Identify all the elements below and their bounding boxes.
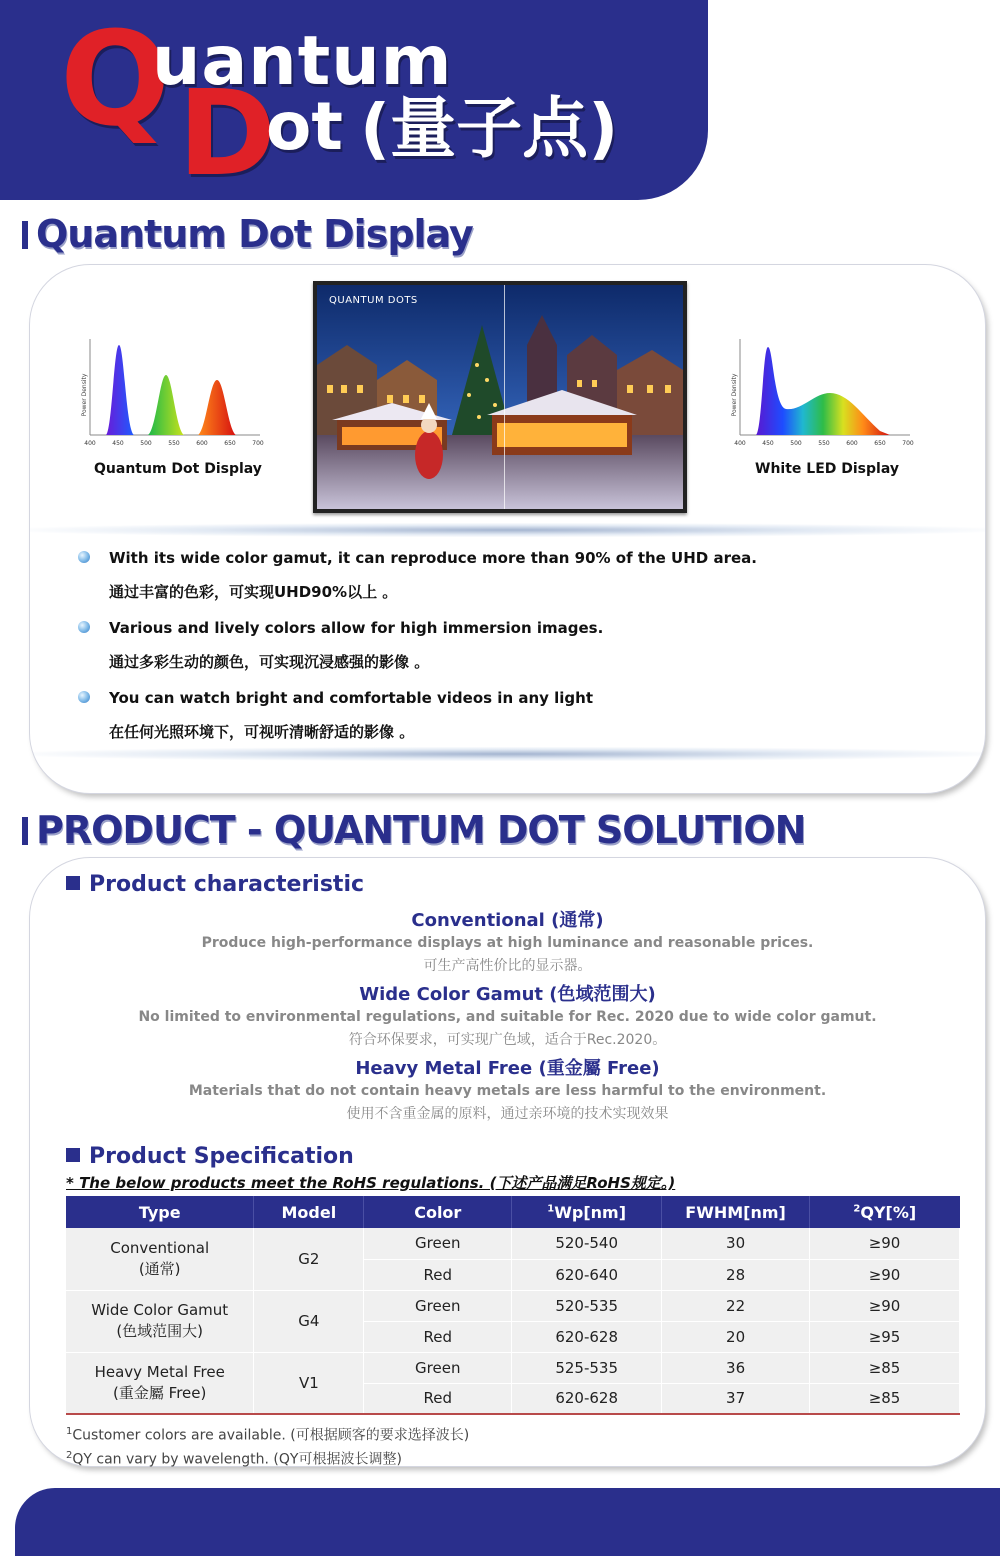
tick-label: 550 [818,440,830,447]
bullet-text-en: With its wide color gamut, it can reproduce more than 90% of the UHD area. [109,549,757,567]
feature-item [30,910,985,978]
footnote-marker: 1 [66,1426,73,1437]
table-row [66,1228,960,1259]
color-cell: Red [364,1383,512,1414]
column-header-color: Color [364,1196,512,1228]
logo-letter-d: D [178,64,276,200]
footnote [66,1446,469,1470]
type-cell [66,1228,254,1290]
type-cell [66,1352,254,1414]
fwhm-cell: 37 [662,1383,810,1414]
wp-cell: 525-535 [512,1352,662,1383]
fwhm-cell: 20 [662,1321,810,1352]
red-peak [198,380,236,435]
product-specification-heading [66,1144,354,1169]
footnote-marker: 1 [547,1203,555,1215]
section-title-product [22,808,805,852]
bullet-text-en: Various and lively colors allow for high immersion images. [109,619,604,637]
tick-label: 700 [902,440,914,447]
logo-word-uantum: uantum [152,22,453,101]
model-cell: G2 [254,1228,364,1290]
feature-bullets [78,548,938,758]
fwhm-cell: 30 [662,1228,810,1259]
product-characteristic-heading [66,872,364,897]
wp-cell: 620-628 [512,1321,662,1352]
model-cell: V1 [254,1352,364,1414]
bullet-item [78,548,938,602]
footnotes [66,1422,469,1469]
feature-desc-en: Materials that do not contain heavy metals are less harmful to the environment. [188,1083,827,1099]
feature-item [30,1058,985,1126]
wp-cell: 620-628 [512,1383,662,1414]
section-title-display [22,212,473,256]
type-cell [66,1290,254,1352]
table-row [66,1352,960,1383]
product-characteristic-heading-text: Product characteristic [89,872,365,897]
qy-cell: ≥95 [810,1321,960,1352]
wp-cell: 620-640 [512,1259,662,1290]
square-bullet-icon [66,1148,80,1162]
blue-peak [106,345,134,435]
feature-desc-zh: 使用不含重金属的原料，通过亲环境的技术实现效果 [346,1106,669,1122]
display-card [30,265,985,793]
header-banner [0,0,708,200]
tick-label: 450 [112,440,124,447]
column-header-wp [512,1196,662,1228]
tick-label: 500 [140,440,152,447]
tick-label: 450 [762,440,774,447]
footnote-marker: 2 [66,1449,73,1461]
column-header-qy [810,1196,960,1228]
tick-label: 550 [168,440,180,447]
table-header-row [66,1196,960,1228]
white-led-caption: White LED Display [755,461,899,477]
fwhm-cell: 22 [662,1290,810,1321]
column-header-wp-text: Wp[nm] [554,1202,627,1222]
bullet-dot-icon [78,621,90,633]
glow-divider [30,747,985,761]
rohs-note: * The below products meet the RoHS regulations. (下述产品满足RoHS规定。) [66,1174,676,1192]
color-cell: Green [364,1228,512,1259]
color-cell: Green [364,1352,512,1383]
bullet-item [78,618,938,672]
bullet-text-zh: 在任何光照环境下，可视听清晰舒适的影像 。 [109,723,415,741]
tick-label: 700 [252,440,264,447]
wp-cell: 520-540 [512,1228,662,1259]
feature-desc-zh: 可生产高性价比的显示器。 [423,958,592,974]
tick-label: 500 [790,440,802,447]
fwhm-cell: 36 [662,1352,810,1383]
bullet-text-zh: 通过丰富的色彩，可实现UHD90%以上 。 [109,583,398,601]
feature-desc-en: Produce high-performance displays at high luminance and reasonable prices. [201,935,814,951]
feature-desc-zh: 符合环保要求，可实现广色域，适合于Rec.2020。 [348,1032,667,1048]
bullet-dot-icon [78,691,90,703]
type-name-zh: (通常) [138,1259,181,1278]
footnote-text: QY can vary by wavelength. (QY可根据波长调整) [72,1451,402,1468]
type-name-zh: (重金屬 Free) [113,1383,207,1402]
color-cell: Green [364,1290,512,1321]
led-spectrum-curve [756,347,890,435]
fwhm-cell: 28 [662,1259,810,1290]
bullet-text-en: You can watch bright and comfortable videos in any light [109,689,594,707]
tick-label: 650 [224,440,236,447]
model-cell: G4 [254,1290,364,1352]
type-name-en: Conventional [110,1238,210,1257]
bullet-text-zh: 通过多彩生动的颜色，可实现沉浸感强的影像 。 [109,653,430,671]
column-header-fwhm: FWHM[nm] [662,1196,810,1228]
footnote [66,1422,469,1446]
qy-cell: ≥90 [810,1290,960,1321]
color-cell: Red [364,1321,512,1352]
type-name-zh: (色域范围大) [116,1322,204,1340]
qy-cell: ≥90 [810,1228,960,1259]
type-name-en: Heavy Metal Free [94,1362,225,1381]
logo-word-ot: ot [266,88,343,165]
footer-band [15,1488,1000,1556]
y-axis-label: Power Density [81,373,88,417]
tv-comparison-image [313,281,687,513]
title-bar [22,817,28,845]
y-axis-label: Power Density [731,373,738,417]
specification-table [66,1196,960,1415]
feature-heading: Heavy Metal Free (重金屬 Free) [355,1058,660,1079]
wp-cell: 520-535 [512,1290,662,1321]
white-led-spectrum-chart [730,335,930,455]
footnote-text: Customer colors are available. (可根据顾客的要求选择波长) [72,1427,470,1444]
glow-divider [30,523,985,537]
quantum-dot-logo [60,3,700,200]
tick-label: 600 [196,440,208,447]
tick-label: 650 [874,440,886,447]
title-bar [22,221,28,249]
feature-desc-en: No limited to environmental regulations, and suitable for Rec. 2020 due to wide color gamut. [138,1009,877,1025]
tick-label: 400 [734,440,746,447]
christmas-market-scene [317,285,683,509]
bullet-item [78,688,938,742]
feature-heading: Wide Color Gamut (色域范围大) [359,984,656,1005]
quantum-dot-spectrum-chart [80,335,280,455]
column-header-model: Model [254,1196,364,1228]
column-header-qy-text: QY[%] [860,1202,917,1222]
type-name-en: Wide Color Gamut [91,1301,229,1319]
color-cell: Red [364,1259,512,1290]
quantum-dot-caption: Quantum Dot Display [94,461,262,477]
footnote-marker: 2 [853,1203,861,1215]
green-peak [148,375,184,435]
tv-label: QUANTUM DOTS [329,295,418,306]
logo-letter-q: Q [60,3,171,155]
table-row [66,1290,960,1321]
feature-heading: Conventional (通常) [411,910,604,931]
feature-list [30,910,985,1132]
product-specification-heading-text: Product Specification [89,1144,354,1169]
column-header-type: Type [66,1196,254,1228]
qy-cell: ≥85 [810,1383,960,1414]
comparison-divider [504,285,505,509]
product-card [30,858,985,1466]
square-bullet-icon [66,876,80,890]
logo-chinese: (量子点) [360,90,619,167]
qy-cell: ≥90 [810,1259,960,1290]
tick-label: 400 [84,440,96,447]
feature-item [30,984,985,1052]
tick-label: 600 [846,440,858,447]
section-title-display-text: Quantum Dot Display [36,212,473,256]
bullet-dot-icon [78,551,90,563]
section-title-product-text: PRODUCT - QUANTUM DOT SOLUTION [36,808,806,852]
qy-cell: ≥85 [810,1352,960,1383]
